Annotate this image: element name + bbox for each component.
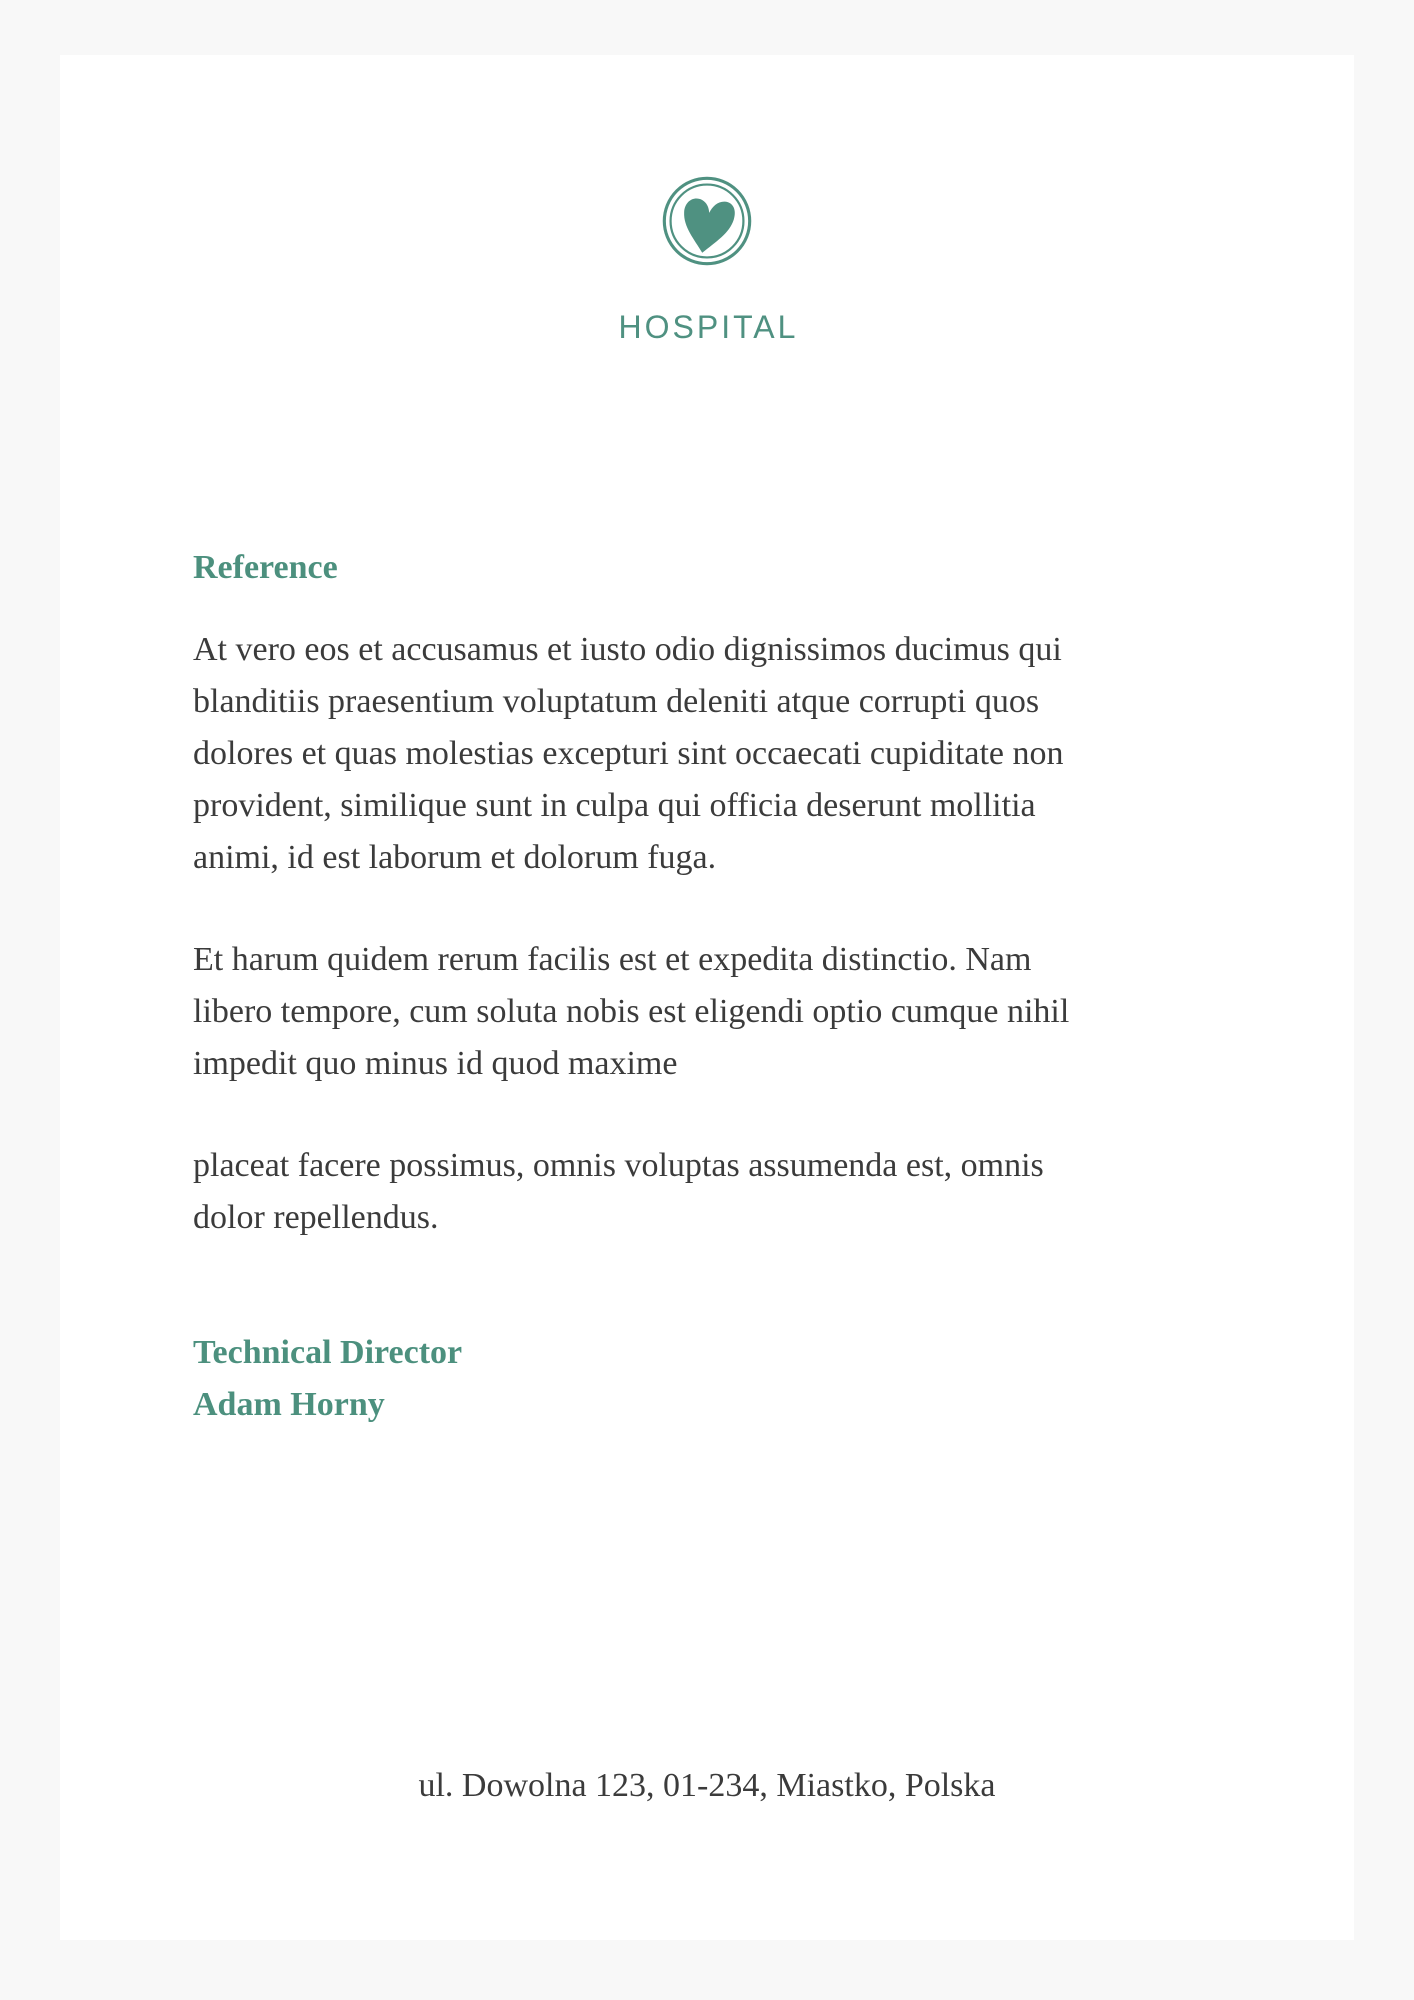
heart-in-circle-icon (661, 55, 753, 267)
signature-block (193, 1327, 1214, 1431)
letter-body (193, 542, 1214, 1431)
paragraph (193, 934, 1214, 1090)
paragraph-line: provident, similique sunt in culpa qui officia deserunt mollitia (193, 787, 1036, 824)
brand-name: HOSPITAL (618, 309, 799, 345)
paragraph-line: blanditiis praesentium voluptatum deleniti atque corrupti quos (193, 683, 1040, 720)
paragraph-line: dolores et quas molestias excepturi sint occaecati cupiditate non (193, 735, 1064, 772)
letter-page (60, 55, 1354, 1940)
paragraph-line: libero tempore, cum soluta nobis est eligendi optio cumque nihil (193, 993, 1070, 1030)
signature-name: Adam Horny (193, 1386, 385, 1423)
paragraph-line: animi, id est laborum et dolorum fuga. (193, 839, 717, 876)
paragraph-line: dolor repellendus. (193, 1199, 439, 1236)
paragraph (193, 624, 1214, 884)
signature-title: Technical Director (193, 1334, 463, 1371)
footer-address: ul. Dowolna 123, 01-234, Miastko, Polska (418, 1767, 996, 1804)
paragraph (193, 1140, 1214, 1244)
letter-heading: Reference (193, 549, 338, 586)
paragraph-line: placeat facere possimus, omnis voluptas assumenda est, omnis (193, 1147, 1044, 1184)
paragraph-line: At vero eos et accusamus et iusto odio dignissimos ducimus qui (193, 631, 1062, 668)
paragraph-line: Et harum quidem rerum facilis est et expedita distinctio. Nam (193, 941, 1032, 978)
paragraph-line: impedit quo minus id quod maxime (193, 1045, 678, 1082)
